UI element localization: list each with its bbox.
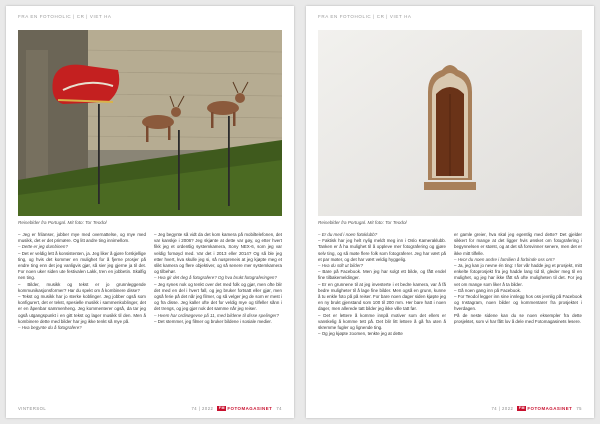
footer-issue: 74 | 2022 — [191, 405, 214, 411]
question: – Hva du stilt ut bilder? — [318, 263, 364, 269]
paragraph: – Er en grunnene til at jeg investerte i et bedre kamera, var å få bedre muligheter til å lage fine bilder. Men også en grunn, kunne å tu enkle foto på på reiser. For bare noen dager siden kjøpte jeg en ny brukt gjenstand som 100 til 200 mm. Her bare hatt i noen dager, men allerede tatt bilder jeg ikke ville tatt før. — [318, 281, 446, 312]
paragraph: – Det stemmer, jeg filmer og bruker bildene i sosiale medier. — [154, 318, 272, 324]
running-head: FRA EN FOTOHOLIC | CR | VIET HA — [318, 14, 412, 19]
paragraph: På de neste sidene kan du se noen eksempler fra dette prosjektet, som vi har fått lov å dele med Fotomagasinets lesere. — [454, 312, 582, 324]
page-footer — [318, 404, 582, 412]
paragraph: – Jeg er frilanser, jobber mye med overnattelse, og mye med musikk, det er det primære. Og litt andre ting innimellom. — [18, 232, 146, 244]
photo-caption: Reiseblder fra Portugal. Mit foto: Tor Teodol — [18, 220, 107, 225]
question: – Hvem har ordinøgevse på 11, med bildene til disse spelinger? — [154, 312, 279, 318]
paragraph: – Faktisk har jeg helt nylig meldt meg inn i Oslo Kameraklubb. Tanken er å ha mulighet til å oppleve mer fotografering og gjøre selv ting, og så møte flere folk som fotograferer. Jeg har vært på et par møter, og det har vært veldig hyggelig. — [318, 238, 446, 262]
text-column-2 — [154, 232, 282, 398]
text-columns — [318, 232, 582, 398]
paragraph: – For Teodol legger inn sine innlegg hos oss jevnlig på Facebook og Instagram, noen bilder og kommentarer fra prosjektet i hverdagen. — [454, 294, 582, 312]
window-illustration — [318, 30, 582, 216]
question: – Hva begynte du å fotografere? — [18, 325, 82, 331]
reindeer-sleigh-illustration — [18, 30, 282, 216]
paragraph: – Det er veldig lett å konsistenten, ja. Jeg liker å gjøre forskjellige ting, og hvis det kommer en mulighet for å fjerne prosjer på endre ting enn det jeg vanligvis gjør, så sier jeg gjerne ja til det. For noen uker siden ute festivalen Lakk, tren en jobbetin. Skalfig nen ting. — [18, 250, 146, 281]
logo-text: FOTOMAGASINET — [527, 405, 573, 411]
paragraph: er gamle greier, hva skal jeg egentlig med dette? Det gjelder sikkert for mange at det ligger hvis ønsket om fotografering i begynnelsen er størst, og at det så forsvinner senere, men det er ikke mitt tilfelle. — [454, 232, 582, 256]
question: – Er du med i noen fotoklubb? — [318, 232, 378, 237]
magazine-logo — [517, 406, 572, 411]
text-column-2 — [454, 232, 582, 398]
photo-caption: Reiseblder fra Portugal. Mit foto: Tor Teodol — [318, 220, 407, 225]
reindeer-sleigh-photo — [18, 30, 282, 216]
text-column-1 — [18, 232, 146, 398]
footer-issue: 74 | 2022 — [491, 405, 514, 411]
magazine-logo — [217, 406, 272, 411]
paragraph: – Det er lettere å komme innpå motiver som det ellers er vanskelig å komme tett på. Det blir litt lettere å gå fra uten å skremme fugler og lignende ting. — [318, 312, 446, 331]
running-head: FRA EN FOTOHOLIC | CR | VIET HA — [18, 14, 112, 19]
paragraph: – Jeg synes nok og tenkt over det med folk og gjør, men ofte blir det med en del i hvert fall, og jeg bruker fortsatt eller gjør, men også ferie på det når jeg filmer, og så velger jeg de som er mest i og fra disse. Jeg kaller ofte det for veldig mye og tilfeller sånn i det trengs, og jeg gjør nok det samme når jeg reiser. — [154, 281, 282, 312]
paragraph: – Gå noen gang inn på Facebook. — [454, 287, 522, 293]
paragraph: – Ja, jeg kan jo nevne én ting: I før vår hadde jeg et prosjekt, mitt enkelte fotoprosjekt fra jeg hadde lang tid til, gleder meg til en mulighet, og jeg har ikke fått så ofte muligheten til det. For jeg vet om mange som liker å ta bilder. — [454, 263, 582, 287]
paragraph: – Og jeg kjøpte zoomen, tenkte jeg at dette — [318, 331, 403, 337]
page-number: 75 — [576, 405, 582, 411]
footer-section: VINTERSOL — [18, 405, 47, 411]
question: – Dette er jeg dumbinen? — [18, 244, 68, 250]
logo-mark: FM — [518, 405, 525, 410]
logo-mark: FM — [218, 405, 225, 410]
paragraph: – Tekst og musikk har jo sterke koblinger. Jeg jobber også som konfigurert, det er tekst, spesielle musikk i sammenkoblinger, det er en åpenbar sammenheng. Jeg kommenterer også, da tar jeg også utgangspunkt i en gitt tekst og lager musikk til den. Men å kombinere dette med bilder har jeg ikke tenkt så mye på. — [18, 294, 146, 324]
page-number: 74 — [276, 405, 282, 411]
left-page — [6, 6, 294, 418]
paragraph: – Bilder, musikk og tekst er jo grunnleggende kommunikasjonsformer? Har du spekt om å kombinere disse? — [18, 281, 146, 293]
window-photo — [318, 30, 582, 216]
question: – Hva gir det deg å fotografere? Og hva brukt fotograferingen? — [154, 275, 277, 281]
right-page — [306, 6, 594, 418]
text-column-1 — [318, 232, 446, 398]
paragraph: – Bare på Facebook. Men jeg har solgt ett bilde, og fått endel fine tilbakemeldinger. — [318, 269, 446, 281]
logo-text: FOTOMAGASINET — [227, 405, 273, 411]
question: – Hvor du noen andre i familien å forbinde oss om? — [454, 256, 555, 262]
page-footer — [18, 404, 282, 412]
text-columns — [18, 232, 282, 398]
paragraph: – Jeg begynte så vidt da det kom kamera på mobiltelefonen, det var kanskje i 2006? Jeg skjønte at dette var gøy, og etter hvert fikk jeg et ordentlig systemkamera, Sony NEX-6, som jeg var veldig fornøyd med. Var det i 2013 eller 2014? Og så ble jeg etter hvert, kva skulle jeg si, så nuspreneis at jeg kjøpte meg et slikt kamera og flere objektiver, og så senere mer systemkamera og tilbehør. — [154, 232, 282, 275]
